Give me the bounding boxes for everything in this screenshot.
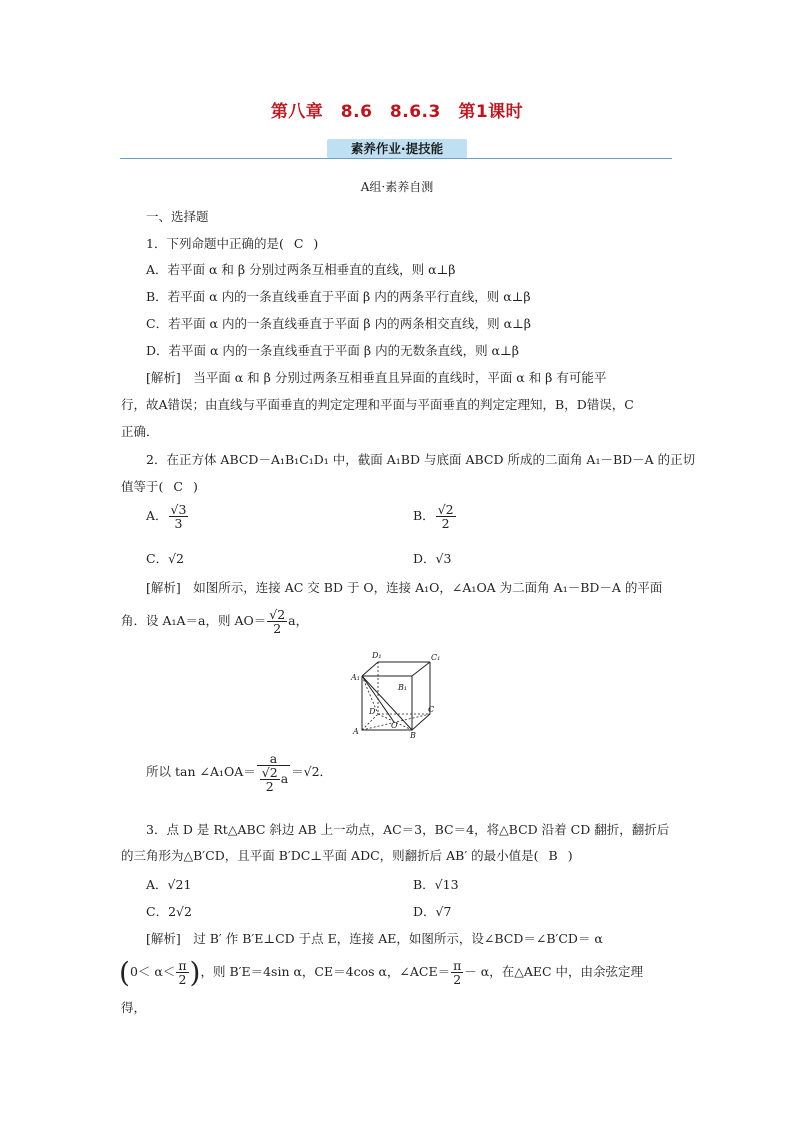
banner-label: 素养作业·提技能 — [327, 139, 467, 158]
q3-solution-fraction-2 — [451, 959, 463, 986]
q1-solution-line3: 正确． — [121, 424, 159, 439]
q2-option-b — [413, 503, 457, 530]
q3-answer: B — [548, 848, 558, 863]
q3-stem-line1: 3．点 D 是 Rt△ABC 斜边 AB 上一动点，AC＝3，BC＝4，将△BCD 沿着 CD 翻折，翻折后 — [146, 822, 670, 837]
q2-option-b-fraction — [436, 503, 456, 530]
q3-solution-text-b: ，则 B′E＝4sin α，CE＝4cos α，∠ACE＝ — [200, 964, 451, 979]
q2-solution-line2 — [121, 608, 308, 635]
cube-label-d1: D₁ — [372, 651, 382, 660]
q3-option-a: A．√21 — [146, 877, 192, 892]
q3-option-c: C．2√2 — [146, 904, 192, 919]
banner-rule — [120, 158, 672, 159]
q2-option-b-label: B． — [413, 508, 435, 524]
q2-option-d — [413, 549, 451, 567]
cube-label-c1: C₁ — [431, 653, 440, 662]
q2-conclusion-text-a: 所以 tan ∠A₁OA＝ — [146, 764, 256, 780]
q3-solution-line1: [解析] 过 B′ 作 B′E⊥CD 于点 E，连接 AE，如图所示，设∠BCD＝∠B′CD＝ α — [146, 931, 603, 946]
q3-stem-text: 的三角形为△B′CD，且平面 B′DC⊥平面 ADC，则翻折后 AB′ 的最小值是( — [121, 848, 539, 863]
fraction-denominator: 2 — [265, 779, 274, 795]
q3-stem-line2 — [121, 846, 573, 864]
close-paren: ) — [189, 956, 201, 989]
nested-fraction — [260, 766, 280, 793]
q2-option-a — [146, 503, 189, 530]
cube-edge-a1d1 — [362, 662, 378, 676]
q2-option-a-label: A． — [146, 508, 168, 524]
cube-hidden-edge-ad — [362, 714, 378, 730]
q2-conclusion-text-b: ＝√2． — [291, 764, 333, 780]
q1-stem — [146, 234, 318, 252]
q3-solution-line3: 得， — [121, 1000, 147, 1015]
cube-label-c: C — [428, 705, 435, 714]
fraction-denominator: 2 — [273, 621, 282, 637]
q3-solution-text-c: － α，在△AEC 中，由余弦定理 — [464, 964, 644, 979]
q2-option-c — [146, 549, 184, 567]
fraction-denominator: 2 — [178, 972, 187, 987]
fraction-numerator: π — [178, 957, 187, 973]
q1-option-d: D．若平面 α 内的一条直线垂直于平面 β 内的无数条直线，则 α⊥β — [146, 343, 519, 358]
fraction-numerator: √2 — [437, 502, 454, 517]
q1-option-b: B．若平面 α 内的一条直线垂直于平面 β 内的两条平行直线，则 α⊥β — [146, 289, 531, 304]
q3-option-b: B．√13 — [413, 877, 459, 892]
nested-fraction-factor: a — [280, 771, 289, 787]
fraction-numerator: √2 — [269, 607, 286, 622]
q2-solution-text-a: 角．设 A₁A＝a，则 AO＝ — [121, 613, 267, 629]
section-heading: 一、选择题 — [146, 209, 209, 224]
q2-answer: C — [173, 479, 183, 494]
q2-stem-line2 — [121, 477, 198, 495]
fraction-denominator: 2 — [453, 972, 462, 987]
page-title: 第八章 8.6 8.6.3 第1课时 — [270, 102, 524, 122]
q1-close: ) — [313, 236, 319, 251]
cube-edge-b1c1 — [412, 662, 430, 676]
q1-answer: C — [293, 236, 304, 251]
cube-label-b1: B₁ — [398, 683, 408, 692]
fraction-denominator — [257, 766, 290, 793]
q3-solution-text-a: 0＜ α＜ — [129, 964, 176, 979]
section-banner — [120, 139, 672, 161]
q2-option-d-label: D． — [413, 551, 436, 566]
q2-option-c-label: C． — [146, 551, 169, 566]
q2-conclusion-fraction — [257, 752, 290, 793]
fraction-denominator: 3 — [174, 516, 183, 532]
fraction-numerator: π — [453, 957, 462, 973]
cube-label-o: O — [391, 721, 398, 730]
q1-stem-text: 1．下列命题中正确的是( — [146, 236, 284, 251]
fraction-numerator: √2 — [261, 765, 278, 781]
cube-figure — [348, 648, 440, 740]
q2-option-a-fraction — [169, 503, 189, 530]
q2-close: ) — [192, 479, 198, 494]
fraction-numerator: a — [257, 752, 290, 766]
cube-label-d: D — [369, 707, 376, 716]
q2-solution-line1: [解析] 如图所示，连接 AC 交 BD 于 O，连接 A₁O，∠A₁OA 为二面角 A₁－BD－A 的平面 — [146, 580, 663, 595]
q3-close: ) — [567, 848, 573, 863]
group-heading: A组·素养自测 — [360, 180, 434, 194]
q2-stem-line1: 2．在正方体 ABCD－A₁B₁C₁D₁ 中，截面 A₁BD 与底面 ABCD 所成的二面角 A₁－BD－A 的正切 — [146, 452, 696, 467]
open-paren: ( — [119, 956, 130, 989]
q1-solution-line2: 行，故A错误；由直线与平面垂直的判定定理和平面与平面垂直的判定定理知，B，D错误，C — [121, 397, 634, 412]
q3-solution-fraction-1 — [176, 959, 188, 986]
q1-option-c: C．若平面 α 内的一条直线垂直于平面 β 内的两条相交直线，则 α⊥β — [146, 316, 532, 331]
q2-option-c-value: √2 — [168, 551, 184, 566]
q2-solution-text-b: a， — [288, 613, 309, 629]
q2-conclusion — [146, 752, 332, 793]
q2-solution-fraction — [267, 608, 287, 635]
fraction-numerator: √3 — [170, 502, 187, 517]
q1-solution-line1: [解析] 当平面 α 和 β 分别过两条互相垂直且异面的直线时，平面 α 和 β 有可能平 — [146, 370, 607, 385]
q3-solution-line2 — [119, 956, 643, 989]
fraction-denominator: 2 — [441, 516, 450, 532]
q2-stem-text: 值等于( — [121, 479, 164, 494]
cube-label-a: A — [353, 727, 359, 736]
cube-label-b: B — [410, 731, 416, 740]
q2-option-d-value: √3 — [435, 551, 452, 566]
q3-option-d: D．√7 — [413, 904, 452, 919]
cube-label-a1: A₁ — [351, 673, 360, 682]
q1-option-a: A．若平面 α 和 β 分别过两条互相垂直的直线，则 α⊥β — [146, 262, 456, 277]
